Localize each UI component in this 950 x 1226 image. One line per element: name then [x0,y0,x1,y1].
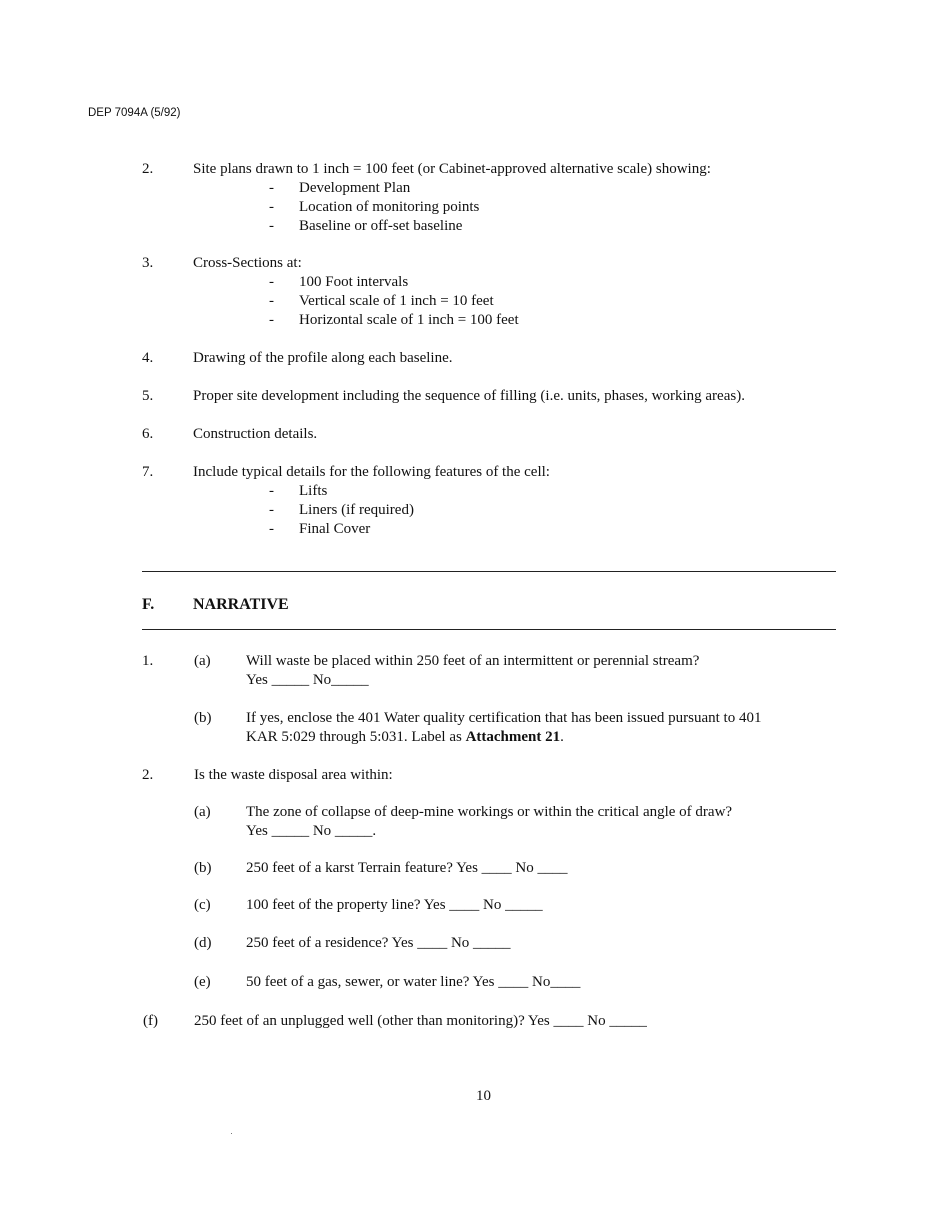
question-text: 50 feet of a gas, sewer, or water line? Yes ____ No____ [246,974,581,990]
item-text: Construction details. [193,426,318,442]
sub-label: (b) [194,710,212,726]
question-number: 2. [142,767,154,783]
question-text: 250 feet of an unplugged well (other than monitoring)? Yes ____ No _____ [194,1013,647,1029]
section-rule-top [142,571,836,572]
sub-label: (e) [194,974,211,990]
form-id: DEP 7094A (5/92) [88,107,181,119]
item-text: Drawing of the profile along each baseline. [193,350,453,366]
item-number: 7. [142,464,154,480]
bullet-item: - 100 Foot intervals [269,274,409,290]
scan-speck [231,1133,232,1134]
bullet-item: - Baseline or off-set baseline [269,218,463,234]
item-number: 6. [142,426,154,442]
sub-label: (a) [194,653,211,669]
yes-no-answer: Yes _____ No _____. [246,823,377,839]
question-text: The zone of collapse of deep-mine workings or within the critical angle of draw? [246,804,733,820]
question-text: Will waste be placed within 250 feet of an intermittent or perennial stream? [246,653,700,669]
bullet-item: - Liners (if required) [269,502,414,518]
sub-label: (a) [194,804,211,820]
question-text: 100 feet of the property line? Yes ____ No _____ [246,897,543,913]
item-number: 4. [142,350,154,366]
attachment-label: Attachment 21 [465,729,561,745]
sub-label: (c) [194,897,211,913]
question-text: Is the waste disposal area within: [194,767,393,783]
sub-label: (b) [194,860,212,876]
question-text: 250 feet of a karst Terrain feature? Yes ____ No ____ [246,860,568,876]
bullet-item: - Location of monitoring points [269,199,480,215]
bullet-item: - Vertical scale of 1 inch = 10 feet [269,293,494,309]
section-letter: F. [142,596,155,613]
item-number: 5. [142,388,154,404]
sub-label: (f) [143,1013,158,1029]
bullet-item: - Horizontal scale of 1 inch = 100 feet [269,312,519,328]
item-number: 2. [142,161,154,177]
item-text: Cross-Sections at: [193,255,302,271]
bullet-item: - Final Cover [269,521,371,537]
question-text-continued: KAR 5:029 through 5:031. Label as Attachment 21. [246,729,564,745]
section-rule-bottom [142,629,836,630]
question-text: If yes, enclose the 401 Water quality certification that has been issued pursuant to 401 [246,710,762,726]
section-title: NARRATIVE [193,596,289,613]
sub-label: (d) [194,935,212,951]
page-number: 10 [476,1088,491,1104]
question-text: 250 feet of a residence? Yes ____ No _____ [246,935,511,951]
item-text: Proper site development including the sequence of filling (i.e. units, phases, working areas). [193,388,745,404]
item-text: Site plans drawn to 1 inch = 100 feet (or Cabinet-approved alternative scale) showing: [193,161,711,177]
item-number: 3. [142,255,154,271]
question-number: 1. [142,653,154,669]
bullet-item: - Development Plan [269,180,411,196]
item-text: Include typical details for the following features of the cell: [193,464,550,480]
yes-no-answer: Yes _____ No_____ [246,672,369,688]
bullet-item: - Lifts [269,483,328,499]
